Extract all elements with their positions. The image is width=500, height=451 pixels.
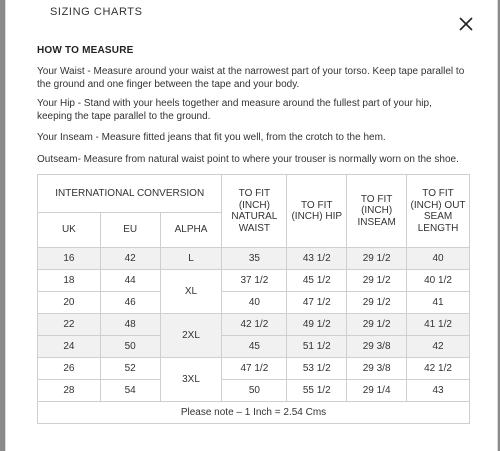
waist-cell: 40 bbox=[222, 292, 287, 314]
alpha-cell: 3XL bbox=[160, 358, 222, 402]
table-row bbox=[38, 270, 470, 292]
waist-cell: 35 bbox=[222, 248, 287, 270]
outseam-cell: 40 bbox=[407, 248, 470, 270]
waist-cell: 45 bbox=[222, 336, 287, 358]
eu-cell: 54 bbox=[100, 380, 160, 402]
uk-column-header: UK bbox=[38, 213, 101, 248]
inseam-cell: 29 3/8 bbox=[347, 336, 407, 358]
outseam-cell: 42 bbox=[407, 336, 470, 358]
inseam-instruction: Your Inseam - Measure fitted jeans that fit you well, from the crotch to the hem. bbox=[37, 132, 386, 143]
table-row bbox=[38, 358, 470, 380]
inseam-cell: 29 1/4 bbox=[347, 380, 407, 402]
inseam-cell: 29 1/2 bbox=[347, 248, 407, 270]
outseam-cell: 42 1/2 bbox=[407, 358, 470, 380]
inseam-cell: 29 1/2 bbox=[347, 314, 407, 336]
uk-cell: 18 bbox=[38, 270, 101, 292]
eu-cell: 42 bbox=[100, 248, 160, 270]
table-row bbox=[38, 380, 470, 402]
table-row bbox=[38, 336, 470, 358]
hip-cell: 51 1/2 bbox=[287, 336, 347, 358]
hip-cell: 47 1/2 bbox=[287, 292, 347, 314]
hip-instruction: Your Hip - Stand with your heels together and measure around the fullest part of your hip, keeping the tape parallel to the ground. bbox=[37, 98, 432, 122]
waist-cell: 47 1/2 bbox=[222, 358, 287, 380]
hip-cell: 45 1/2 bbox=[287, 270, 347, 292]
uk-cell: 16 bbox=[38, 248, 101, 270]
uk-cell: 26 bbox=[38, 358, 101, 380]
eu-cell: 48 bbox=[100, 314, 160, 336]
inseam-cell: 29 1/2 bbox=[347, 292, 407, 314]
alpha-column-header: ALPHA bbox=[160, 213, 222, 248]
waist-instruction: Your Waist - Measure around your waist at the narrowest part of your torso. Keep tape parallel to the ground and one finger between the tape and your body. bbox=[37, 66, 465, 90]
uk-cell: 28 bbox=[38, 380, 101, 402]
inseam-cell: 29 1/2 bbox=[347, 270, 407, 292]
inseam-cell: 29 3/8 bbox=[347, 358, 407, 380]
outseam-column-header: TO FIT (INCH) OUT SEAM LENGTH bbox=[407, 175, 470, 248]
eu-cell: 50 bbox=[100, 336, 160, 358]
eu-cell: 52 bbox=[100, 358, 160, 380]
eu-column-header: EU bbox=[100, 213, 160, 248]
inseam-column-header: TO FIT (INCH) INSEAM bbox=[347, 175, 407, 248]
how-to-measure-heading: HOW TO MEASURE bbox=[37, 45, 134, 56]
size-conversion-table bbox=[37, 174, 470, 424]
waist-cell: 37 1/2 bbox=[222, 270, 287, 292]
hip-column-header: TO FIT (INCH) HIP bbox=[287, 175, 347, 248]
alpha-cell: L bbox=[160, 248, 222, 270]
alpha-cell: 2XL bbox=[160, 314, 222, 358]
eu-cell: 46 bbox=[100, 292, 160, 314]
eu-cell: 44 bbox=[100, 270, 160, 292]
international-conversion-header: INTERNATIONAL CONVERSION bbox=[38, 175, 222, 213]
waist-cell: 50 bbox=[222, 380, 287, 402]
hip-cell: 43 1/2 bbox=[287, 248, 347, 270]
waist-cell: 42 1/2 bbox=[222, 314, 287, 336]
outseam-cell: 40 1/2 bbox=[407, 270, 470, 292]
modal-title: SIZING CHARTS bbox=[50, 6, 143, 18]
hip-cell: 55 1/2 bbox=[287, 380, 347, 402]
outseam-instruction: Outseam- Measure from natural waist point to where your trouser is normally worn on the shoe. bbox=[37, 154, 459, 165]
close-icon bbox=[456, 14, 476, 34]
hip-cell: 49 1/2 bbox=[287, 314, 347, 336]
uk-cell: 20 bbox=[38, 292, 101, 314]
table-row bbox=[38, 248, 470, 270]
hip-cell: 53 1/2 bbox=[287, 358, 347, 380]
uk-cell: 22 bbox=[38, 314, 101, 336]
conversion-note: Please note – 1 Inch = 2.54 Cms bbox=[38, 402, 470, 424]
waist-column-header: TO FIT (INCH) NATURAL WAIST bbox=[222, 175, 287, 248]
table-row bbox=[38, 292, 470, 314]
outseam-cell: 43 bbox=[407, 380, 470, 402]
sizing-chart-modal bbox=[5, 0, 498, 451]
outseam-cell: 41 bbox=[407, 292, 470, 314]
alpha-cell: XL bbox=[160, 270, 222, 314]
close-button[interactable] bbox=[456, 14, 476, 34]
table-row bbox=[38, 314, 470, 336]
outseam-cell: 41 1/2 bbox=[407, 314, 470, 336]
uk-cell: 24 bbox=[38, 336, 101, 358]
